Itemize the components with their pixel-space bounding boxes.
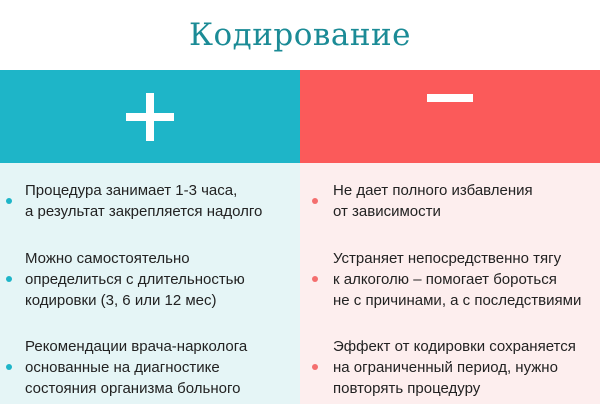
pros-column <box>0 163 300 404</box>
bullet-dot-icon <box>6 198 12 204</box>
cons-column <box>300 163 600 404</box>
cons-item-text: Устраняет непосредственно тягу к алкоголю – помогает бороться не с причинами, а с последствиями <box>333 250 582 309</box>
plus-icon <box>126 93 174 141</box>
pros-item-text: Рекомендации врача-нарколога основанные на диагностике состояния организма больного <box>25 338 248 397</box>
cons-header <box>300 70 600 163</box>
bullet-dot-icon <box>312 364 318 370</box>
pros-cons-header <box>0 70 600 163</box>
pros-item-text: Процедура занимает 1-3 часа, а результат закрепляется надолго <box>25 182 263 220</box>
bullet-dot-icon <box>312 198 318 204</box>
pros-item-text: Можно самостоятельно определиться с длительностью кодировки (3, 6 или 12 мес) <box>25 250 245 309</box>
page-title: Кодирование <box>188 17 411 53</box>
pros-cons-body <box>0 163 600 404</box>
pros-header <box>0 70 300 163</box>
bullet-dot-icon <box>312 276 318 282</box>
minus-icon <box>427 94 473 102</box>
bullet-dot-icon <box>6 276 12 282</box>
cons-item-text: Эффект от кодировки сохраняется на ограниченный период, нужно повторять процедуру <box>333 338 576 397</box>
cons-item-text: Не дает полного избавления от зависимости <box>333 182 533 220</box>
bullet-dot-icon <box>6 364 12 370</box>
